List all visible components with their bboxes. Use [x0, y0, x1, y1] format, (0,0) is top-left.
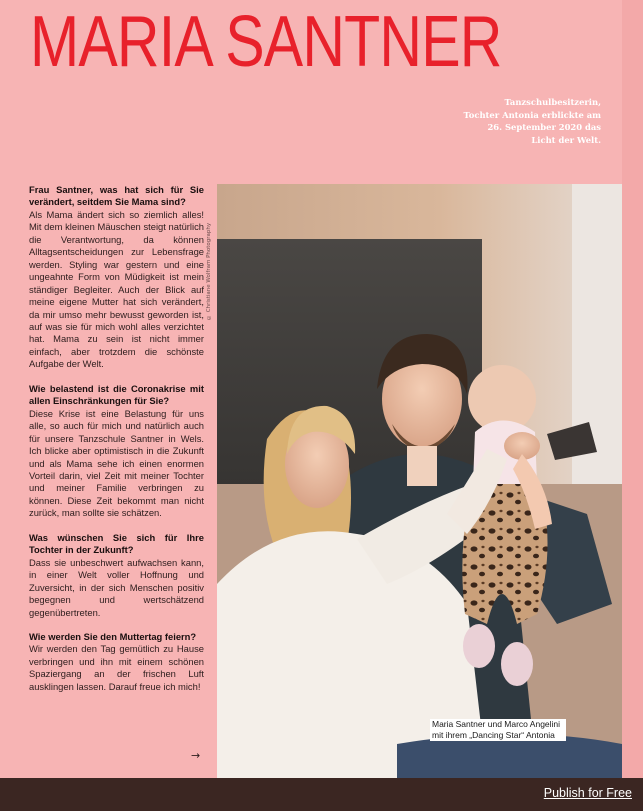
intro-line: Tochter Antonia erblickte am	[463, 109, 601, 120]
footer-bar	[0, 778, 643, 811]
intro-text	[431, 96, 601, 146]
question: Wie belastend ist die Coronakrise mit allen Einschränkungen für Sie?	[29, 382, 204, 407]
photo-credit: © Christiane Wolfram Photography	[206, 222, 212, 320]
continue-arrow-icon: →	[191, 749, 201, 762]
caption-line: Maria Santner und Marco Angelini	[432, 719, 561, 729]
question: Was wünschen Sie sich für Ihre Tochter in der Zukunft?	[29, 531, 204, 556]
family-photo-illustration	[217, 184, 622, 778]
qa-block	[29, 184, 204, 371]
publish-for-free-link[interactable]: Publish for Free	[543, 786, 632, 800]
caption-line: mit ihrem „Dancing Star“ Antonia	[432, 730, 555, 740]
page-edge	[622, 0, 643, 778]
photo-caption	[430, 719, 566, 741]
intro-line: 26. September 2020 das	[487, 122, 601, 132]
answer: Wir werden den Tag gemütlich zu Hause verbringen und ihn mit einem schönen Spaziergang an der frischen Luft ausklingen lassen. Darauf freue ich mich!	[29, 643, 204, 692]
question: Wie werden Sie den Muttertag feiern?	[29, 630, 197, 642]
interview-article	[29, 184, 204, 705]
intro-line: Tanzschulbesitzerin,	[504, 97, 601, 107]
answer: Diese Krise ist eine Belastung für uns alle, so auch für mich und natürlich auch für unsere Tanzschule Santner in Wels. Ich blicke aber optimistisch in die Zukunft und als Mama sehe ich einen enormen Vorteil darin, viel Zeit mit meiner Tochter und meiner Familie verbringen zu können. Diese Zeit bekommt man nicht zurück, man sollte sie schätzen.	[29, 407, 204, 519]
intro-line: Licht der Welt.	[531, 134, 601, 145]
family-photo	[217, 184, 622, 778]
page-title: MARIA SANTNER	[30, 2, 502, 82]
qa-block	[29, 532, 204, 619]
question: Frau Santner, was hat sich für Sie verändert, seitdem Sie Mama sind?	[29, 184, 204, 208]
qa-block	[29, 631, 204, 693]
qa-block	[29, 383, 204, 520]
answer: Dass sie unbeschwert aufwachsen kann, in einer Welt voller Hoffnung und Zuversicht, in der sich Menschen positiv begegnen und wertschätzend gegenübertreten.	[29, 556, 204, 618]
answer: Als Mama ändert sich so ziemlich alles! Mit dem kleinen Mäuschen steigt natürlich die Verantwortung, da können Alltagsentscheidungen zur Lebensfrage werden. Styling war gestern und eine ungeahnte Form von Müdigkeit ist mein ständiger Begleiter. Auch der Blick auf meine eigene Mutter hat sich verändert, da mir umso mehr bewusst geworden ist, auf was sie für mich wohl alles verzichtet hat. Mama zu sein ist nicht immer einfach, aber trotzdem die schönste Aufgabe der Welt.	[29, 208, 204, 370]
